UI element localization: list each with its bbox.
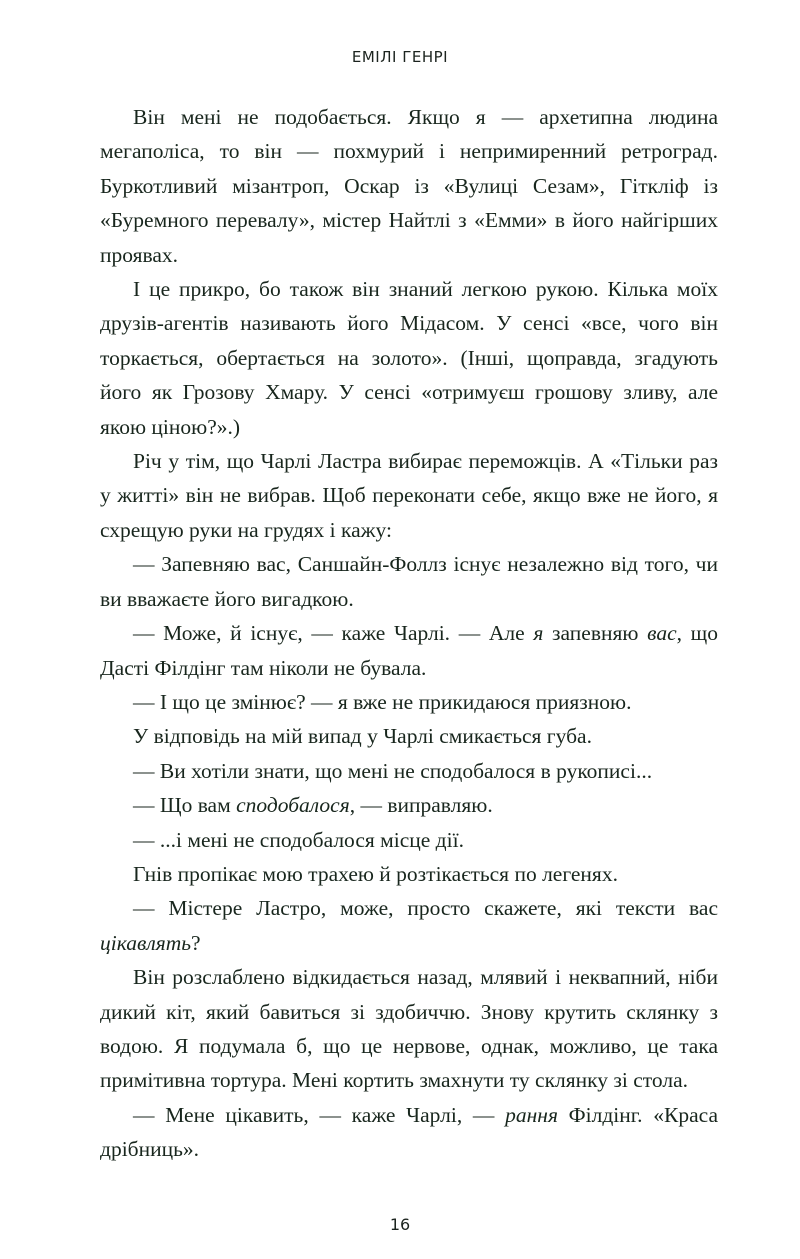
paragraph: Він розслаблено відкидається назад, млявий і неквапний, ніби дикий кіт, який бавиться зі здобиччю. Знову крутить склянку з водою. Я подумала б, що це нервове, однак, можливо, це така примітивна тортура. Мені кортить змахнути ту склянку зі стола. <box>100 965 718 1093</box>
dialogue-paragraph: — ...і мені не сподобалося місце дії. <box>133 827 464 852</box>
dialogue-paragraph: — Запевняю вас, Саншайн-Фоллз існує незалежно від того, чи ви вважаєте його вигадкою. <box>100 552 718 611</box>
dialogue-paragraph: — І що це змінює? — я вже не прикидаюся приязною. <box>133 689 632 714</box>
paragraph: І це прикро, бо також він знаний легкою рукою. Кілька моїх друзів-агентів називають його Мідасом. У сенсі «все, чого він торкається, обертається на золото». (Інші, щоправда, згадують його як Грозову Хмару. У сенсі «отримуєш грошову зливу, але якою ціною?».) <box>100 277 718 439</box>
paragraph: Річ у тім, що Чарлі Ластра вибирає переможців. А «Тільки раз у житті» він не вибрав. Щоб переконати себе, якщо вже не його, я схрещую руки на грудях і кажу: <box>100 449 718 542</box>
dialogue-paragraph: — Мене цікавить, — каже Чарлі, — рання Філдінг. «Краса дрібниць». <box>100 1102 719 1162</box>
body-text <box>100 100 718 1167</box>
emphasis: я <box>533 621 544 646</box>
emphasis: рання <box>505 1102 558 1127</box>
emphasis: вас <box>647 621 677 646</box>
running-header-author: ЕМІЛІ ГЕНРІ <box>351 48 449 66</box>
dialogue-paragraph: — Що вам сподобалося, — виправляю. <box>133 793 493 818</box>
emphasis: сподобалося <box>236 793 350 818</box>
dialogue-paragraph: — Може, й існує, — каже Чарлі. — Але я запевняю вас, що Дасті Філдінг там ніколи не бувала. <box>100 621 718 680</box>
paragraph: У відповідь на мій випад у Чарлі смикається губа. <box>133 724 592 749</box>
dialogue-paragraph: — Ви хотіли знати, що мені не сподобалося в рукописі... <box>133 758 653 783</box>
dialogue-paragraph: — Містере Ластро, може, просто скажете, які тексти вас цікавлять? <box>100 896 718 955</box>
emphasis: цікавлять <box>100 930 192 955</box>
paragraph: Він мені не подобається. Якщо я — архетипна людина мегаполіса, то він — похмурий і непримиренний ретроград. Буркотливий мізантроп, Оскар із «Вулиці Сезам», Гіткліф із «Буремного перевалу», містер Найтлі з «Емми» в його найгірших проявах. <box>100 105 718 267</box>
page-number: 16 <box>389 1215 411 1234</box>
paragraph: Гнів пропікає мою трахею й розтікається по легенях. <box>133 861 618 886</box>
